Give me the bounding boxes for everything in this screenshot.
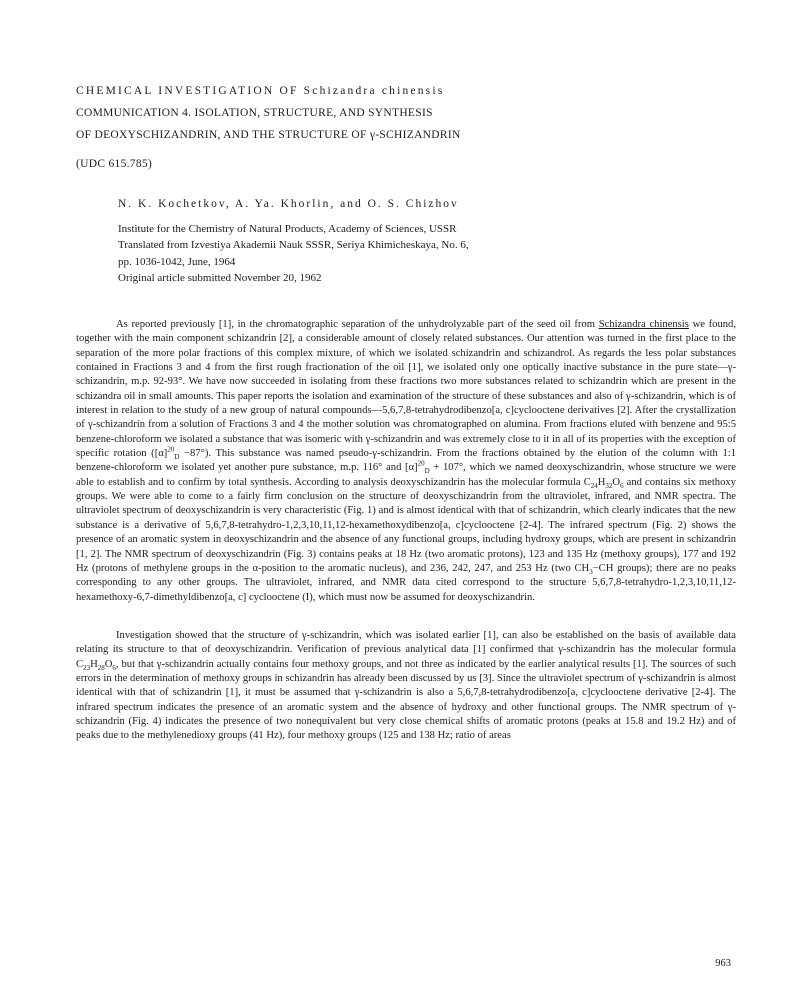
subscript: 24: [590, 481, 598, 490]
subscript: 6: [620, 481, 624, 490]
species-name: Schizandra chinensis: [598, 319, 689, 330]
affiliation-block: [118, 221, 469, 287]
formula-element: H: [597, 476, 606, 488]
paragraph-1: [76, 318, 736, 605]
formula-element: O: [612, 476, 621, 488]
submitted-line: Original article submitted November 20, 1962: [118, 272, 322, 285]
text-run: −87°). This substance was named pseudo-γ-schizandrin. From the fractions obtained by the elution of the column with 1:1 benzene-chloroform we isolated yet another pure substance, m.p. 116° and [α]: [76, 448, 736, 474]
text-run: we found, together with the main component schizandrin [2], a considerable amount of closely related substances. Our attention was turned in the first place to the separation of the more polar fractions of this complex mixture, of which we isolated schizandrin and schizandrol. As regards the less polar substances contained in Fractions 3 and 4 from the first rough fractionation of the oil [1], we isolated only one optically inactive substance in the pure state—γ-schizandrin, m.p. 92-93°. We have now succeeded in isolating from these fractions two more substances related to schizandrin which are present in the schizandra oil in small amounts. This paper reports the isolation and examination of the structure of these substances and also of γ-schizandrin, which is of interest in relation to the study of a new group of natural compounds—5,6,7,8-tetrahydrodibenzo[a, c]cyclooctene derivatives [2]. After the crystallization of γ-schizandrin from a solution of Fractions 3 and 4 the mother solution was chromatographed on alumina. From fractions eluted with benzene and 95:5 benzene-chloroform we isolated a substance that was isomeric with γ-schizandrin and was extremely close to it in all of its properties with the exception of specific rotation ([α]: [76, 319, 737, 460]
translation-line: Translated from Izvestiya Akademii Nauk SSSR, Seriya Khimicheskaya, No. 6,: [118, 239, 469, 252]
superscript: 20: [417, 459, 425, 468]
authors: N. K. Kochetkov, A. Ya. Khorlin, and O. S. Chizhov: [118, 198, 459, 210]
formula-element: O: [104, 658, 113, 670]
text-run: Investigation showed that the structure of γ-schizandrin, which was isolated earlier [1], can also be established on the basis of available data relating its structure to that of deoxyschizandrin. Verification of previous analytical data [1] confirmed that γ-schizandrin has the molecular formula C: [76, 630, 736, 670]
subscript: D: [424, 467, 430, 476]
paragraph-2: [76, 629, 736, 744]
text-run: and contains six methoxy groups. We were able to come to a fairly firm conclusion on the structure of deoxyschizandrin from the ultraviolet, infrared, and NMR spectra. The ultraviolet spectrum of deoxyschizandrin is very characteristic (Fig. 1) and is almost identical with that of schizandrin, which clearly indicates that the new substance is a derivative of 5,6,7,8-tetrahydro-1,2,3,10,11,12-hexamethoxydibenzo[a, c]cyclooctene [2-4]. The infrared spectrum (Fig. 2) shows the presence of an aromatic system in deoxyschizandrin and the absence of any functional groups, including hydroxy groups, which are present in schizandrin [1, 2]. The NMR spectrum of deoxyschizandrin (Fig. 3) contains peaks at 18 Hz (two aromatic protons), 123 and 135 Hz (methoxy groups), 177 and 192 Hz (protons of methylene groups in the α-position to the aromatic nucleus), and 236, 242, 247, and 253 Hz (two CH: [76, 476, 736, 574]
formula-element: H: [90, 658, 98, 670]
affiliation-line: Institute for the Chemistry of Natural Products, Academy of Sciences, USSR: [118, 223, 457, 235]
subscript: 3: [589, 567, 593, 576]
title-line-3: OF DEOXYSCHIZANDRIN, AND THE STRUCTURE OF γ-SCHIZANDRIN: [76, 129, 461, 141]
subscript: 28: [97, 663, 105, 672]
text-run: −CH groups); there are no peaks corresponding to any other groups. The ultraviolet, infrared, and NMR data cited correspond to the structure 5,6,7,8-tetrahydro-1,2,3,10,11,12-hexamethoxy-6,7-dimethyldibenzo[a, c] cyclooctene (I), which must now be assumed for deoxyschizandrin.: [76, 562, 736, 603]
superscript: 20: [167, 445, 175, 454]
pages-line: pp. 1036-1042, June, 1964: [118, 255, 236, 268]
subscript: 6: [112, 663, 116, 672]
udc-code: (UDC 615.785): [76, 158, 153, 170]
text-run: As reported previously [1], in the chromatographic separation of the unhydrolyzable part of the seed oil from: [116, 319, 599, 330]
title-line-2: COMMUNICATION 4. ISOLATION, STRUCTURE, AND SYNTHESIS: [76, 107, 433, 119]
text-run: , but that γ-schizandrin actually contains four methoxy groups, and not three as indicated by the earlier analytical results [1]. The sources of such errors in the determination of methoxy groups in schizandrin has already been discussed by us [3]. Since the ultraviolet spectrum of γ-schizandrin is almost identical with that of schizandrin [1], it must be assumed that γ-schizandrin is also a 5,6,7,8-tetrahydrodibenzo[a, c]cyclooctene derivative [2-4]. The infrared spectrum indicates the presence of an aromatic system and the absence of hydroxy and other functional groups. The NMR spectrum of γ-schizandrin (Fig. 4) indicates the presence of two nonequivalent but very close chemical shifts of aromatic protons (peaks at 15.8 and 19.2 Hz) and of peaks due to the methylenedioxy groups (41 Hz), four methoxy groups (125 and 138 Hz; ratio of areas: [76, 658, 736, 742]
title-line-1: CHEMICAL INVESTIGATION OF Schizandra chinensis: [76, 85, 445, 97]
subscript: D: [174, 453, 180, 462]
page-number: 963: [715, 958, 731, 969]
subscript: 32: [605, 481, 613, 490]
text-run: + 107°, which we named deoxyschizandrin, whose structure we were able to establish and to confirm by total synthesis. According to analysis deoxyschizandrin has the molecular formula C: [76, 462, 736, 488]
subscript: 23: [83, 663, 91, 672]
